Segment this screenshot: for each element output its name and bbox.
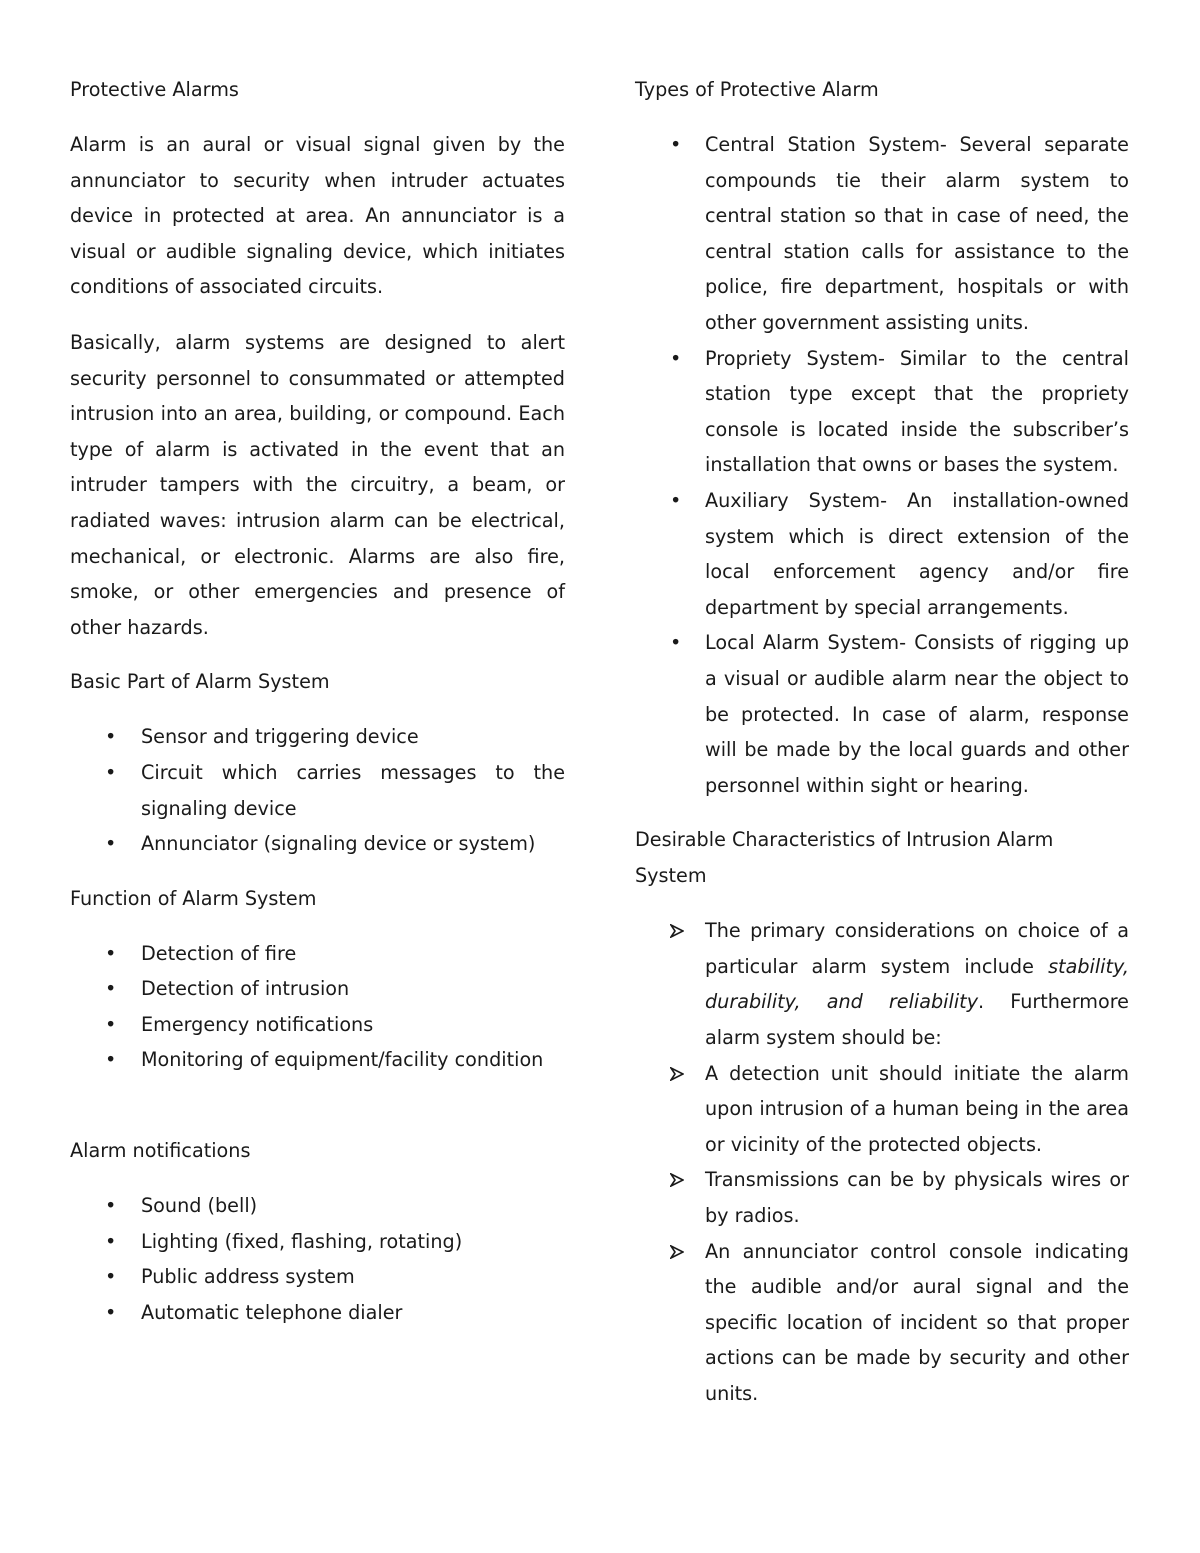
- bullet-icon: •: [105, 977, 117, 1001]
- list-item-text: Annunciator (signaling device or system): [141, 832, 536, 856]
- bullet-icon: •: [105, 832, 117, 856]
- list-item: [70, 719, 565, 755]
- bullet-icon: •: [105, 1012, 117, 1036]
- paragraph-alarm-systems: Basically, alarm systems are designed to alert security personnel to consummated or attempted intrusion into an area, building, or compound. Each type of alarm is activated in the event that an intruder tampers with the circuitry, a beam, or radiated waves: intrusion alarm can be electrical, mechanical, or electronic. Alarms are also fire, smoke, or other emergencies and presence of other hazards.: [70, 330, 565, 639]
- list-item-text: A detection unit should initiate the alarm upon intrusion of a human being in the area or vicinity of the protected objects.: [705, 1061, 1129, 1156]
- arrow-bullet-icon: [670, 1056, 684, 1081]
- list-item-text: Local Alarm System- Consists of rigging up a visual or audible alarm near the object to be protected. In case of alarm, response will be made by the local guards and other personnel within sight or hearing.: [705, 631, 1129, 797]
- bullet-icon: •: [105, 1194, 117, 1218]
- list-item-text: Public address system: [141, 1265, 355, 1289]
- list-item-text: Sensor and triggering device: [141, 725, 419, 749]
- arrow-bullet-icon: [670, 1234, 684, 1259]
- bullet-icon: •: [105, 1229, 117, 1253]
- list-item: [635, 483, 1129, 625]
- bullet-icon: •: [105, 760, 117, 784]
- right-column: [635, 72, 1129, 1412]
- list-item-emphasis: stability, durability, and reliability: [705, 954, 1129, 1014]
- list-item-text: Circuit which carries messages to the signaling device: [141, 760, 565, 820]
- list-item: [635, 1162, 1129, 1233]
- list-item-text: Detection of fire: [141, 941, 297, 965]
- list-item: [70, 936, 565, 972]
- list-item: [70, 1259, 565, 1295]
- list-item-text: Transmissions can be by physicals wires or by radios.: [705, 1168, 1129, 1228]
- list-item-text: Monitoring of equipment/facility condition: [141, 1048, 544, 1072]
- list-item: [635, 1234, 1129, 1412]
- bullet-icon: •: [670, 346, 682, 370]
- heading-types-of-protective-alarm: Types of Protective Alarm: [635, 78, 879, 101]
- list-item: [70, 971, 565, 1007]
- arrow-bullet-icon: [670, 1162, 684, 1187]
- heading-function: Function of Alarm System: [70, 886, 317, 910]
- list-item: [635, 913, 1129, 1055]
- arrow-bullet-icon: [670, 913, 684, 938]
- list-item-text: Sound (bell): [141, 1194, 258, 1218]
- left-column: [70, 72, 565, 1330]
- bullet-icon: •: [105, 1265, 117, 1289]
- bullet-icon: •: [670, 133, 682, 156]
- list-basic-parts: [70, 719, 565, 861]
- list-item: [70, 1042, 565, 1078]
- list-item: [70, 1224, 565, 1260]
- list-item: [635, 341, 1129, 483]
- list-item-text: Detection of intrusion: [141, 977, 350, 1001]
- list-item: [635, 625, 1129, 803]
- list-functions: [70, 936, 565, 1078]
- bullet-icon: •: [105, 1048, 117, 1072]
- bullet-icon: •: [670, 631, 682, 655]
- list-characteristics: [635, 913, 1129, 1411]
- section-title-protective-alarms: Protective Alarms: [70, 78, 239, 101]
- bullet-icon: •: [105, 941, 117, 965]
- list-item: [70, 755, 565, 826]
- heading-basic-part: Basic Part of Alarm System: [70, 670, 330, 694]
- list-item-text-before: The primary considerations on choice of a particular alarm system include: [705, 919, 1129, 978]
- list-item-text-after: . Furthermore alarm system should be:: [705, 990, 1129, 1050]
- list-item-text: Lighting (fixed, flashing, rotating): [141, 1229, 463, 1253]
- list-item: [70, 1007, 565, 1043]
- list-item: [70, 1188, 565, 1224]
- list-item-text: Automatic telephone dialer: [141, 1300, 403, 1324]
- heading-desirable-characteristics: Desirable Characteristics of Intrusion Alarm System: [635, 828, 1054, 888]
- list-alarm-types: [635, 127, 1129, 803]
- list-item-text: An annunciator control console indicating the audible and/or aural signal and the specific location of incident so that proper actions can be made by security and other units.: [705, 1239, 1129, 1405]
- list-item-text: Emergency notifications: [141, 1012, 374, 1036]
- paragraph-alarm-definition: Alarm is an aural or visual signal given by the annunciator to security when intruder actuates device in protected at area. An annunciator is a visual or audible signaling device, which initiates conditions of associated circuits.: [70, 133, 565, 299]
- list-item: [70, 826, 565, 862]
- bullet-icon: •: [105, 1300, 117, 1324]
- list-item-text: Central Station System- Several separate compounds tie their alarm system to central station so that in case of need, the central station calls for assistance to the police, fire department, hospitals or with other government assisting units.: [705, 133, 1129, 334]
- list-item-text: Propriety System- Similar to the central station type except that the propriety console is located inside the subscriber’s installation that owns or bases the system.: [705, 346, 1129, 477]
- list-item-text: Auxiliary System- An installation-owned system which is direct extension of the local enforcement agency and/or fire department by special arrangements.: [705, 488, 1129, 619]
- list-item: [70, 1295, 565, 1331]
- bullet-icon: •: [670, 488, 682, 512]
- heading-alarm-notifications: Alarm notifications: [70, 1139, 251, 1163]
- bullet-icon: •: [105, 725, 117, 749]
- list-item: [635, 127, 1129, 341]
- list-notifications: [70, 1188, 565, 1330]
- list-item: [635, 1056, 1129, 1163]
